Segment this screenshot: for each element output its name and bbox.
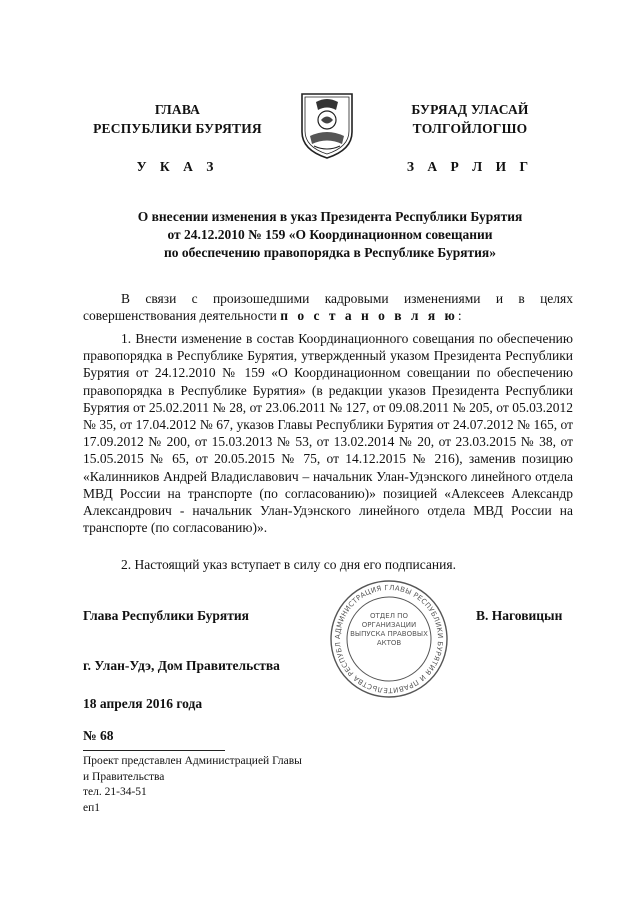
header-right-line2: ТОЛГОЙЛОГШО xyxy=(412,121,528,136)
signatory-position: Глава Республики Бурятия xyxy=(83,608,249,623)
title-line3: по обеспечению правопорядка в Республике Бурятия» xyxy=(164,245,496,260)
header-right-line1: БУРЯАД УЛАСАЙ xyxy=(411,102,529,117)
footnote-line4: еп1 xyxy=(83,801,101,814)
title-line2: от 24.12.2010 № 159 «О Координационном совещании xyxy=(167,227,493,242)
signatory-name: В. Наговицын xyxy=(476,608,563,623)
title-line1: О внесении изменения в указ Президента Республики Бурятия xyxy=(137,209,523,224)
zarlig-label: З А Р Л И Г xyxy=(406,159,534,174)
footnote-divider xyxy=(83,750,225,751)
footnote xyxy=(83,754,302,816)
intro-end: : xyxy=(457,308,462,324)
intro-keyword: п о с т а н о в л я ю xyxy=(280,308,458,324)
republic-emblem-icon xyxy=(296,88,358,160)
signing-date: 18 апреля 2016 года xyxy=(83,696,203,711)
stamp-ring-text: АДМИНИСТРАЦИЯ ГЛАВЫ РЕСПУБЛИКИ БУРЯТИЯ И ПРАВИТЕЛЬСТВА РЕСПУБЛ xyxy=(333,583,445,695)
intro-text: В связи с произошедшими кадровыми изменениями и в целях совершенствования деятельности xyxy=(83,291,573,324)
official-stamp xyxy=(328,578,450,700)
footnote-line3: тел. 21-34-51 xyxy=(83,786,147,798)
footnote-line1: Проект представлен Администрацией Главы xyxy=(83,755,302,767)
header-right xyxy=(370,100,570,176)
header-left xyxy=(70,100,285,176)
document-title xyxy=(90,208,570,262)
paragraph-item-1: 1. Внести изменение в состав Координационного совещания по обеспечению правопорядка в Республике Бурятия, утвержденный указом Президента Республики Бурятия от 24.12.2010 № 159 «О Координационном совещании по обеспечению правопорядка в Республике Бурятия» (в редакции указов Президента Республики Бурятия от 25.02.2011 № 28, от 23.06.2011 № 127, от 09.08.2011 № 205, от 05.03.2012 № 35, от 17.04.2012 № 67, указов Главы Республики Бурятия от 24.07.2012 № 165, от 17.09.2012 № 200, от 15.03.2013 № 53, от 13.02.2014 № 20, от 23.03.2015 № 38, от 15.05.2015 № 65, от 20.05.2015 № 75, от 14.12.2015 № 216), заменив позицию «Калинников Андрей Владиславович – начальник Улан-Удэнского линейного отдела МВД России на транспорте (по согласованию)» позицией «Алексеев Александр Александрович - начальник Улан-Удэнского линейного отдела МВД России на транспорте (по согласованию)». xyxy=(83,331,573,536)
intro-paragraph xyxy=(83,290,573,324)
stamp-inner-text: ОТДЕЛ ПО ОРГАНИЗАЦИИ ВЫПУСКА ПРАВОВЫХ АКТОВ xyxy=(350,612,428,647)
ukaz-label: У К А З xyxy=(136,159,219,174)
header-left-line2: РЕСПУБЛИКИ БУРЯТИЯ xyxy=(93,121,262,136)
header-left-line1: ГЛАВА xyxy=(154,102,201,117)
footnote-line2: и Правительства xyxy=(83,770,165,783)
place-of-signing: г. Улан-Удэ, Дом Правительства xyxy=(83,658,280,673)
paragraph-item-2: 2. Настоящий указ вступает в силу со дня его подписания. xyxy=(121,557,456,572)
decree-number: № 68 xyxy=(83,728,114,743)
